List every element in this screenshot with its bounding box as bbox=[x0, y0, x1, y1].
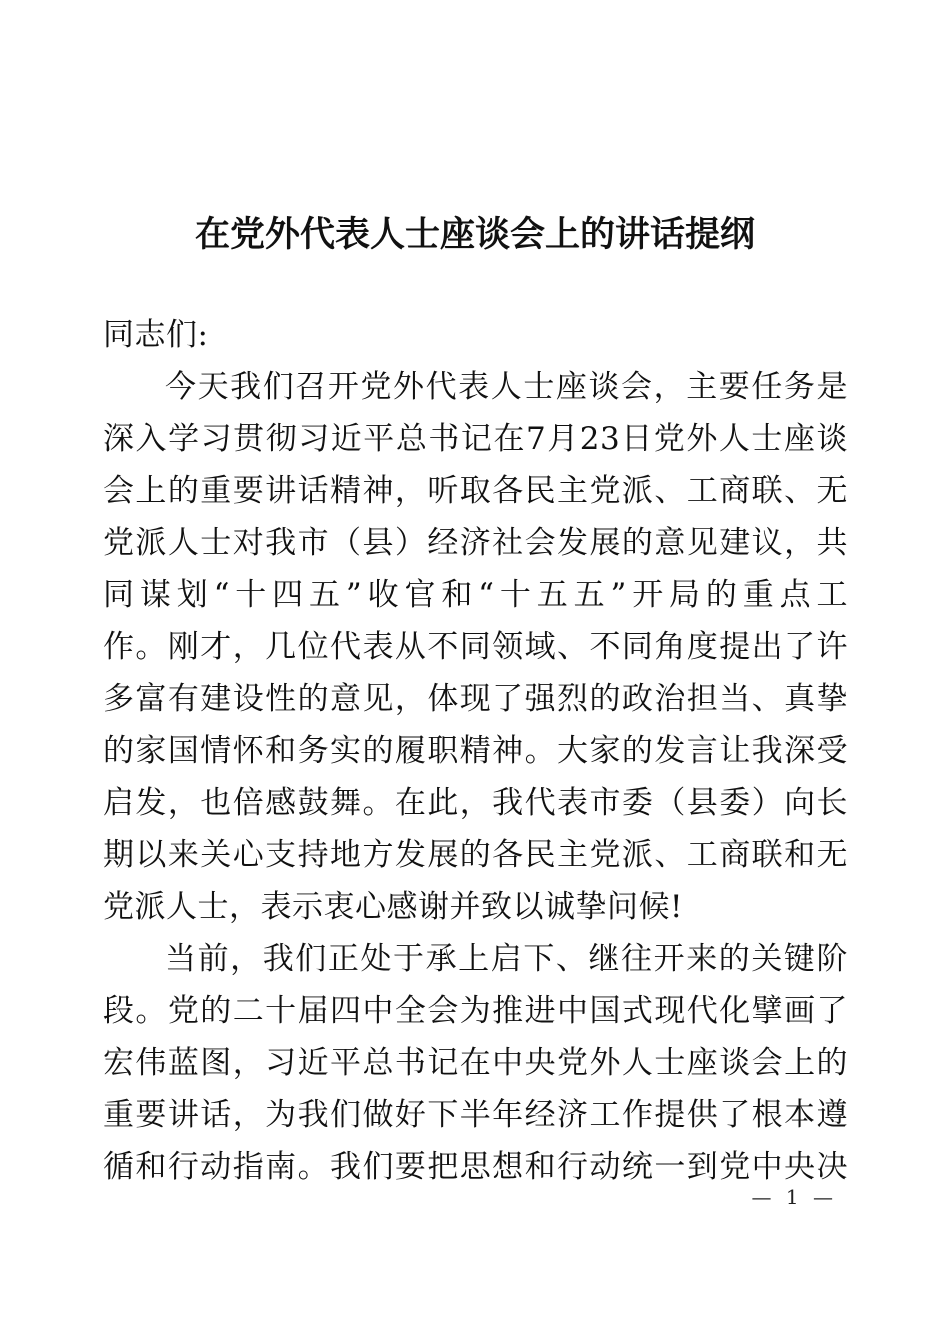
paragraph-line: 作。刚才，几位代表从不同领域、不同角度提出了许 bbox=[103, 629, 848, 665]
paragraph-line: 党派人士对我市（县）经济社会发展的意见建议，共 bbox=[103, 525, 848, 561]
paragraph-line: 多富有建设性的意见，体现了强烈的政治担当、真挚 bbox=[103, 681, 848, 717]
paragraph-line: 今天我们召开党外代表人士座谈会，主要任务是 bbox=[165, 369, 848, 405]
paragraph-2 bbox=[103, 933, 848, 1193]
paragraph-line: 党派人士，表示衷心感谢并致以诚挚问候! bbox=[103, 889, 683, 925]
paragraph-line: 重要讲话，为我们做好下半年经济工作提供了根本遵 bbox=[103, 1097, 848, 1133]
paragraph-line: 宏伟蓝图，习近平总书记在中央党外人士座谈会上的 bbox=[103, 1045, 848, 1081]
paragraph-line: 段。党的二十届四中全会为推进中国式现代化擘画了 bbox=[103, 993, 848, 1029]
paragraph-line: 深入学习贯彻习近平总书记在7月23日党外人士座谈 bbox=[103, 421, 848, 457]
paragraph-line: 启发，也倍感鼓舞。在此，我代表市委（县委）向长 bbox=[103, 785, 848, 821]
paragraph-line: 会上的重要讲话精神，听取各民主党派、工商联、无 bbox=[103, 473, 848, 509]
paragraph-line: 当前，我们正处于承上启下、继往开来的关键阶 bbox=[165, 941, 848, 977]
paragraph-line: 的家国情怀和务实的履职精神。大家的发言让我深受 bbox=[103, 733, 848, 769]
paragraph-line: 循和行动指南。我们要把思想和行动统一到党中央决 bbox=[103, 1149, 848, 1185]
document-body bbox=[103, 309, 848, 1193]
paragraph-line: 期以来关心支持地方发展的各民主党派、工商联和无 bbox=[103, 837, 848, 873]
paragraph-1 bbox=[103, 361, 848, 933]
paragraph-line: 同谋划“十四五”收官和“十五五”开局的重点工 bbox=[103, 577, 849, 613]
page-number: — 1 — bbox=[751, 1185, 837, 1209]
salutation: 同志们: bbox=[103, 317, 209, 353]
document-title: 在党外代表人士座谈会上的讲话提纲 bbox=[194, 214, 755, 255]
